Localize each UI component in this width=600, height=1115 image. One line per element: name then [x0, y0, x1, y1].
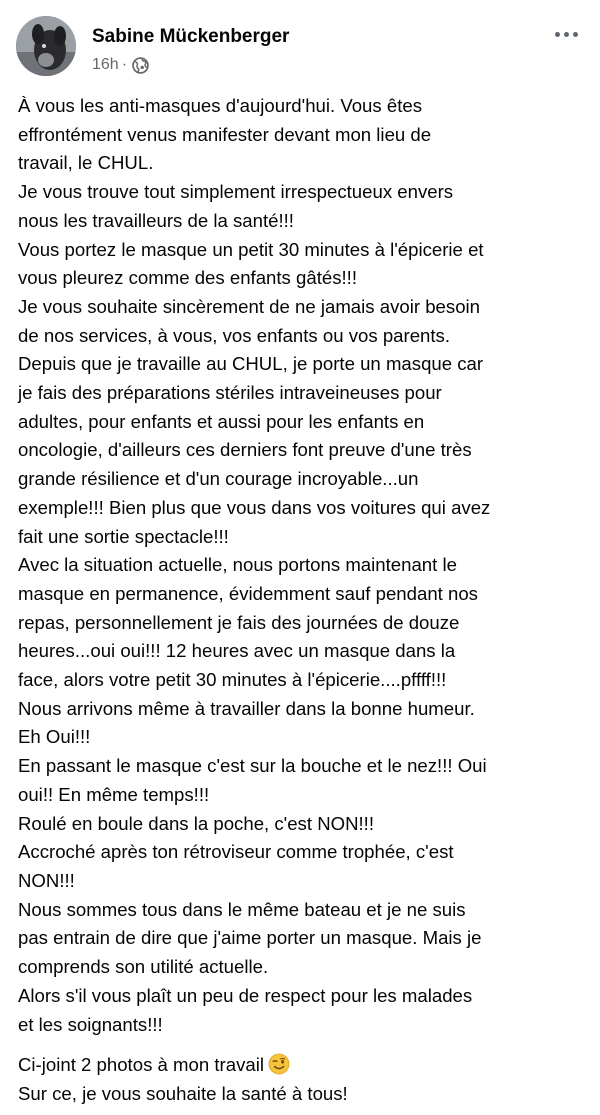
meta-separator: ·	[121, 56, 128, 73]
post-body	[18, 92, 592, 1109]
post-line: et les soignants!!!	[18, 1013, 163, 1035]
winking-face-icon	[268, 1053, 290, 1075]
more-dot-icon	[564, 32, 569, 37]
post-line: masque en permanence, évidemment sauf pendant nos	[18, 582, 478, 604]
more-dot-icon	[555, 32, 560, 37]
post-line: grande résilience et d'un courage incroyable...un	[18, 468, 419, 490]
post-timestamp[interactable]: 16h	[92, 56, 119, 73]
post-line: face, alors votre petit 30 minutes à l'épicerie....pffff!!!	[18, 669, 447, 691]
attachment-note: Ci-joint 2 photos à mon travail	[18, 1054, 264, 1076]
post-line: Avec la situation actuelle, nous portons maintenant le	[18, 554, 457, 576]
avatar[interactable]	[16, 16, 76, 76]
post-line: En passant le masque c'est sur la bouche et le nez!!! Oui	[18, 755, 487, 777]
post-line: Eh Oui!!!	[18, 726, 91, 748]
post-line: je fais des préparations stériles intraveineuses pour	[18, 382, 442, 404]
post-line: repas, personnellement je fais des journées de douze	[18, 611, 460, 633]
post-line: À vous les anti-masques d'aujourd'hui. Vous êtes	[18, 95, 423, 116]
post-line: adultes, pour enfants et aussi pour les enfants en	[18, 410, 425, 432]
post-line: heures...oui oui!!! 12 heures avec un masque dans la	[18, 640, 456, 662]
post-line: nous les travailleurs de la santé!!!	[18, 209, 294, 231]
post-line: effrontément venus manifester devant mon lieu de	[18, 123, 432, 145]
post-line: travail, le CHUL.	[18, 152, 154, 174]
author-name[interactable]: Sabine Mückenberger	[92, 26, 290, 47]
post-line: Alors s'il vous plaît un peu de respect pour les malades	[18, 984, 473, 1006]
post-line: Je vous souhaite sincèrement de ne jamais avoir besoin	[18, 295, 481, 317]
post-paragraph-2	[18, 1051, 592, 1108]
post-line: NON!!!	[18, 869, 75, 891]
post-meta	[92, 56, 149, 74]
post-line: Nous arrivons même à travailler dans la bonne humeur.	[18, 697, 475, 719]
post-line: fait une sortie spectacle!!!	[18, 525, 229, 547]
post-line: Je vous trouve tout simplement irrespectueux envers	[18, 181, 454, 203]
post-line: Sur ce, je vous souhaite la santé à tous!	[18, 1082, 348, 1104]
post-line: Nous sommes tous dans le même bateau et je ne suis	[18, 898, 466, 920]
post-line: comprends son utilité actuelle.	[18, 956, 269, 978]
post-line: vous pleurez comme des enfants gâtés!!!	[18, 267, 357, 289]
post-line: Vous portez le masque un petit 30 minutes à l'épicerie et	[18, 238, 484, 260]
post-line: Depuis que je travaille au CHUL, je porte un masque car	[18, 353, 484, 375]
post-line: exemple!!! Bien plus que vous dans vos voitures qui avez	[18, 496, 491, 518]
post-line: de nos services, à vous, vos enfants ou vos parents.	[18, 324, 451, 346]
post-paragraph-1	[18, 92, 592, 1039]
post-line: Roulé en boule dans la poche, c'est NON!!!	[18, 812, 375, 834]
more-dot-icon	[573, 32, 578, 37]
more-options-icon[interactable]	[548, 22, 584, 46]
post-line: Accroché après ton rétroviseur comme trophée, c'est	[18, 841, 454, 863]
post-line	[18, 1051, 592, 1080]
post-header	[16, 16, 584, 76]
globe-icon[interactable]	[132, 57, 149, 74]
post-line: oui!! En même temps!!!	[18, 783, 210, 805]
post-line: pas entrain de dire que j'aime porter un masque. Mais je	[18, 927, 482, 949]
post-line: oncologie, d'ailleurs ces derniers font preuve d'une très	[18, 439, 472, 461]
